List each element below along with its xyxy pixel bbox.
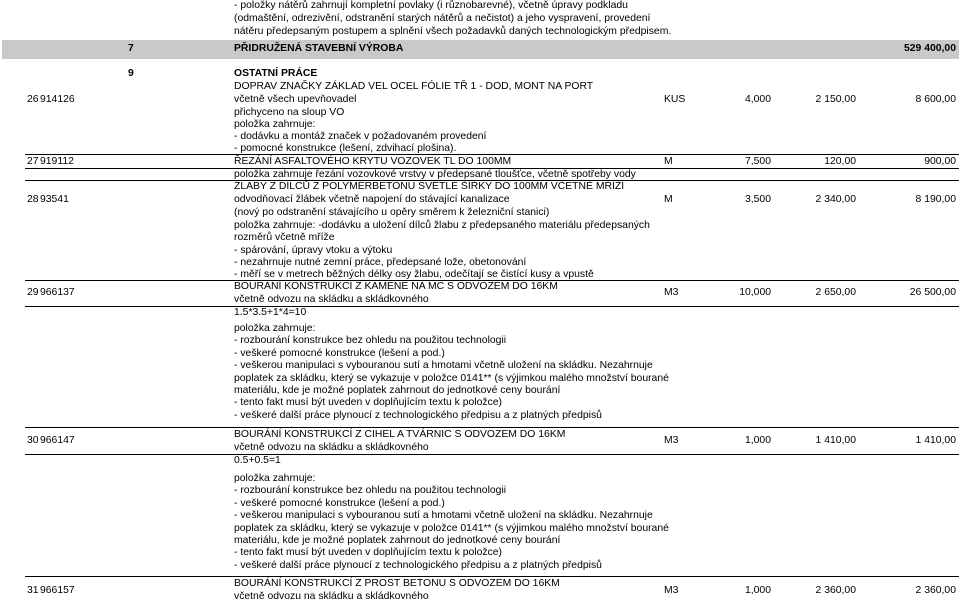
section-9-title: OSTATNÍ PRÁCE <box>234 68 318 79</box>
item-description: odvodňovací žlábek včetně napojení do stávající kanalizace <box>234 194 510 205</box>
item-note: - dodávku a montáž značek v požadovaném provedení <box>234 131 487 142</box>
item-note: - veškeré další práce plynoucí z technologického předpisu a z platných předpisů <box>234 560 602 571</box>
section-9-number: 9 <box>128 68 134 79</box>
item-quantity: 7,500 <box>744 156 771 167</box>
item-description: včetně odvozu na skládku a skládkovného <box>234 294 429 305</box>
item-description: včetně odvozu na skládku a skládkovného <box>234 591 429 602</box>
item-total: 2 360,00 <box>915 585 956 596</box>
item-description: ŽLABY Z DÍLCŮ Z POLYMERBETONU SVĚTLÉ ŠÍŘKY DO 100MM VČETNĚ MŘÍŽÍ <box>234 181 625 192</box>
item-quantity: 4,000 <box>744 94 771 105</box>
item-note: - měří se v metrech běžných délky osy žlabu, odečítají se čistící kusy a vpustě <box>234 269 594 280</box>
item-description: včetně odvozu na skládku a skládkovného <box>234 442 429 453</box>
section-7-band <box>2 40 959 59</box>
row-divider <box>25 306 959 307</box>
item-note: - rozbourání konstrukce bez ohledu na použitou technologii <box>234 485 507 496</box>
item-quantity: 1,000 <box>744 585 771 596</box>
item-note: - nezahrnuje nutné zemní práce, předepsané lože, obetonování <box>234 257 527 268</box>
item-code: 93541 <box>40 194 69 205</box>
intro-line: - položky nátěrů zahrnují kompletní povlaky (i různobarevné), včetně úpravy podkladu <box>234 0 628 11</box>
item-note: - veškeré pomocné konstrukce (lešení a pod.) <box>234 498 445 509</box>
item-total: 900,00 <box>924 156 956 167</box>
item-number: 29 <box>27 287 39 298</box>
item-note: - rozbourání konstrukce bez ohledu na použitou technologii <box>234 335 507 346</box>
item-unit-price: 2 650,00 <box>815 287 856 298</box>
item-description: BOURÁNÍ KONSTRUKCÍ Z KAMENE NA MC S ODVOZEM DO 16KM <box>234 281 558 292</box>
item-number: 31 <box>27 585 39 596</box>
row-divider <box>25 576 959 577</box>
item-unit: M3 <box>664 435 679 446</box>
item-unit-price: 2 340,00 <box>815 194 856 205</box>
row-divider <box>25 154 959 155</box>
item-description: DOPRAV ZNAČKY ZÁKLAD VEL OCEL FÓLIE TŘ 1 - DOD, MONT NA PORT <box>234 81 594 92</box>
item-note: - veškeré další práce plynoucí z technologického předpisu a z platných předpisů <box>234 410 602 421</box>
item-number: 30 <box>27 435 39 446</box>
row-divider <box>25 427 959 428</box>
item-unit: M <box>664 156 673 167</box>
section-7-total: 529 400,00 <box>903 43 956 54</box>
item-note: položka zahrnuje: <box>234 473 316 484</box>
item-unit: KUS <box>664 94 686 105</box>
item-note: - veškeré pomocné konstrukce (lešení a pod.) <box>234 348 445 359</box>
item-number: 28 <box>27 194 39 205</box>
item-note: položka zahrnuje: -dodávku a uložení dílců žlabu z předepsaného materiálu předepsaných <box>234 220 650 231</box>
intro-line: (odmaštění, odrezivění, odstranění starých nátěrů a nečistot) a jeho vyspravení, provedení <box>234 13 651 24</box>
section-7-title: PŘIDRUŽENÁ STAVEBNÍ VÝROBA <box>234 43 404 54</box>
item-note: poplatek za skládku, který se vykazuje v položce 0141** (s výjimkou malého množství bourané <box>234 523 669 534</box>
item-unit-price: 2 360,00 <box>815 585 856 596</box>
item-note: - veškerou manipulaci s vybouranou sutí a hmotami včetně uložení na skládku. Nezahrnuje <box>234 360 653 371</box>
item-total: 1 410,00 <box>915 435 956 446</box>
item-note: - pomocné konstrukce (lešení, zdvihací plošina). <box>234 143 457 154</box>
item-note: materiálu, kde je možné poplatek zahrnout do jednotkové ceny bourání <box>234 385 561 396</box>
row-divider <box>25 454 959 455</box>
item-quantity: 10,000 <box>739 287 771 298</box>
item-note: rozměrů včetně mříže <box>234 232 335 243</box>
item-calculation: 0.5+0.5=1 <box>234 455 281 466</box>
item-description: BOURÁNÍ KONSTRUKCÍ Z CIHEL A TVÁRNIC S ODVOZEM DO 16KM <box>234 429 566 440</box>
item-total: 8 600,00 <box>915 94 956 105</box>
item-note: položka zahrnuje řezání vozovkové vrstvy v předepsané tloušťce, včetně spotřeby vody <box>234 169 636 180</box>
item-note: poplatek za skládku, který se vykazuje v položce 0141** (s výjimkou malého množství bourané <box>234 373 669 384</box>
item-note: položka zahrnuje: <box>234 323 316 334</box>
item-calculation: 1.5*3.5+1*4=10 <box>234 307 307 318</box>
item-total: 26 500,00 <box>909 287 956 298</box>
item-note: položka zahrnuje: <box>234 119 316 130</box>
item-total: 8 190,00 <box>915 194 956 205</box>
item-number: 26 <box>27 94 39 105</box>
item-note: - tento fakt musí být uveden v doplňujícím textu k položce) <box>234 547 502 558</box>
item-description: včetně všech upevňovadel <box>234 94 357 105</box>
item-unit-price: 120,00 <box>824 156 856 167</box>
item-description: přichyceno na sloup VO <box>234 107 345 118</box>
item-code: 919112 <box>40 156 74 167</box>
item-number: 27 <box>27 156 39 167</box>
item-code: 966157 <box>40 585 75 596</box>
item-quantity: 1,000 <box>744 435 771 446</box>
section-7-number: 7 <box>128 43 134 54</box>
item-unit: M3 <box>664 287 679 298</box>
item-unit: M <box>664 194 673 205</box>
intro-line: nátěru předepsaným postupem a splnění všech požadavků daných technologickým předpisem. <box>234 26 672 37</box>
item-code: 914126 <box>40 94 75 105</box>
item-note: - veškerou manipulaci s vybouranou sutí a hmotami včetně uložení na skládku. Nezahrnuje <box>234 510 653 521</box>
item-code: 966147 <box>40 435 75 446</box>
item-code: 966137 <box>40 287 75 298</box>
item-description: ŘEZÁNÍ ASFALTOVÉHO KRYTU VOZOVEK TL DO 100MM <box>234 156 512 167</box>
item-quantity: 3,500 <box>744 194 771 205</box>
item-note: materiálu, kde je možné poplatek zahrnout do jednotkové ceny bourání <box>234 535 561 546</box>
item-note: - spárování, úpravy vtoku a výtoku <box>234 245 393 256</box>
item-unit: M3 <box>664 585 679 596</box>
item-unit-price: 2 150,00 <box>815 94 856 105</box>
item-description: (nový po odstranění stávajícího u opěry směrem k železniční stanici) <box>234 207 550 218</box>
item-unit-price: 1 410,00 <box>815 435 856 446</box>
item-note: - tento fakt musí být uveden v doplňujícím textu k položce) <box>234 397 502 408</box>
item-description: BOURÁNÍ KONSTRUKCÍ Z PROST BETONU S ODVOZEM DO 16KM <box>234 578 560 589</box>
